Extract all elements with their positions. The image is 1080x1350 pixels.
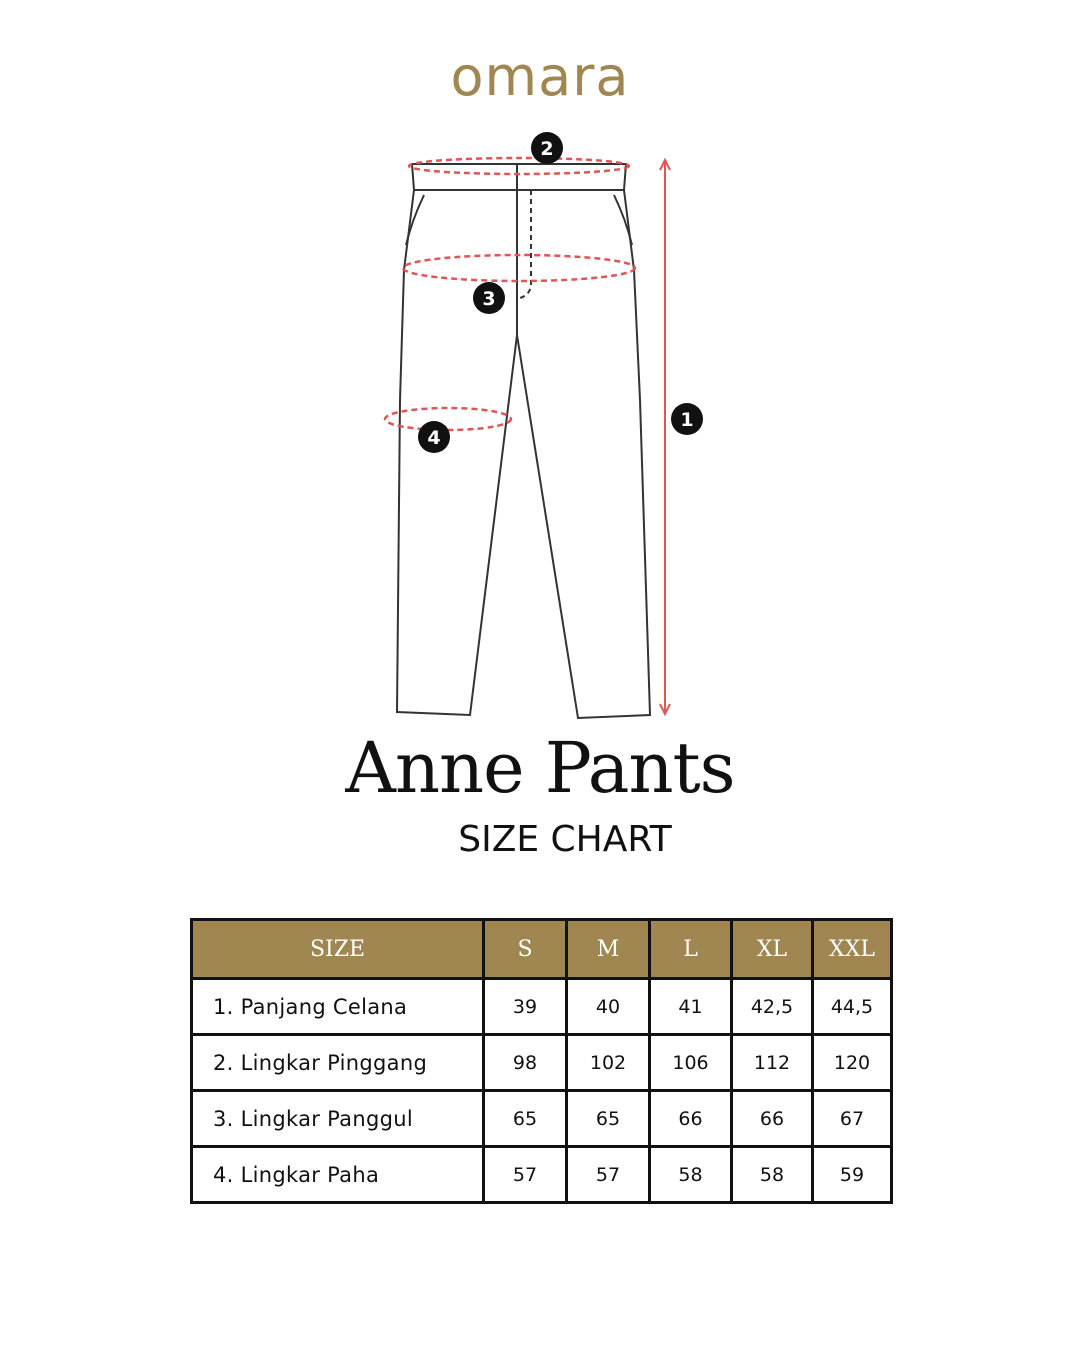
cell-value: 42,5 [732, 979, 813, 1035]
row-label: 2. Lingkar Pinggang [192, 1035, 484, 1091]
header-size: SIZE [192, 920, 484, 979]
cell-value: 98 [484, 1035, 567, 1091]
svg-text:2: 2 [540, 138, 554, 160]
header-s: S [484, 920, 567, 979]
table-row [192, 979, 892, 1035]
left-leg [397, 190, 517, 715]
table-row [192, 1035, 892, 1091]
row-label: 1. Panjang Celana [192, 979, 484, 1035]
size-chart-subtitle: SIZE CHART [458, 819, 672, 860]
cell-value: 112 [732, 1035, 813, 1091]
table-header-row [192, 920, 892, 979]
left-pocket [406, 195, 424, 245]
size-table [190, 918, 893, 1204]
svg-text:4: 4 [427, 427, 441, 449]
cell-value: 102 [567, 1035, 650, 1091]
cell-value: 66 [650, 1091, 732, 1147]
cell-value: 57 [567, 1147, 650, 1203]
cell-value: 67 [813, 1091, 892, 1147]
table-row [192, 1147, 892, 1203]
product-title: Anne Pants [345, 727, 735, 809]
cell-value: 59 [813, 1147, 892, 1203]
row-label: 4. Lingkar Paha [192, 1147, 484, 1203]
marker-2-icon [531, 132, 563, 164]
cell-value: 57 [484, 1147, 567, 1203]
header-l: L [650, 920, 732, 979]
marker-4-icon [418, 421, 450, 453]
cell-value: 58 [650, 1147, 732, 1203]
thigh-measure [385, 408, 511, 430]
header-xl: XL [732, 920, 813, 979]
cell-value: 66 [732, 1091, 813, 1147]
waist-measure [409, 158, 629, 174]
svg-text:1: 1 [680, 409, 694, 431]
marker-3-icon [473, 282, 505, 314]
waistband [412, 164, 626, 190]
header-m: M [567, 920, 650, 979]
header-xxl: XXL [813, 920, 892, 979]
marker-1-icon [671, 403, 703, 435]
right-leg [517, 190, 650, 718]
row-label: 3. Lingkar Panggul [192, 1091, 484, 1147]
cell-value: 39 [484, 979, 567, 1035]
svg-text:3: 3 [482, 288, 496, 310]
cell-value: 65 [567, 1091, 650, 1147]
cell-value: 120 [813, 1035, 892, 1091]
cell-value: 40 [567, 979, 650, 1035]
right-pocket [614, 195, 632, 245]
cell-value: 41 [650, 979, 732, 1035]
hip-measure [403, 255, 635, 281]
length-measure [660, 160, 670, 714]
cell-value: 58 [732, 1147, 813, 1203]
cell-value: 65 [484, 1091, 567, 1147]
brand-logo: omara [450, 45, 630, 108]
table-row [192, 1091, 892, 1147]
cell-value: 106 [650, 1035, 732, 1091]
cell-value: 44,5 [813, 979, 892, 1035]
